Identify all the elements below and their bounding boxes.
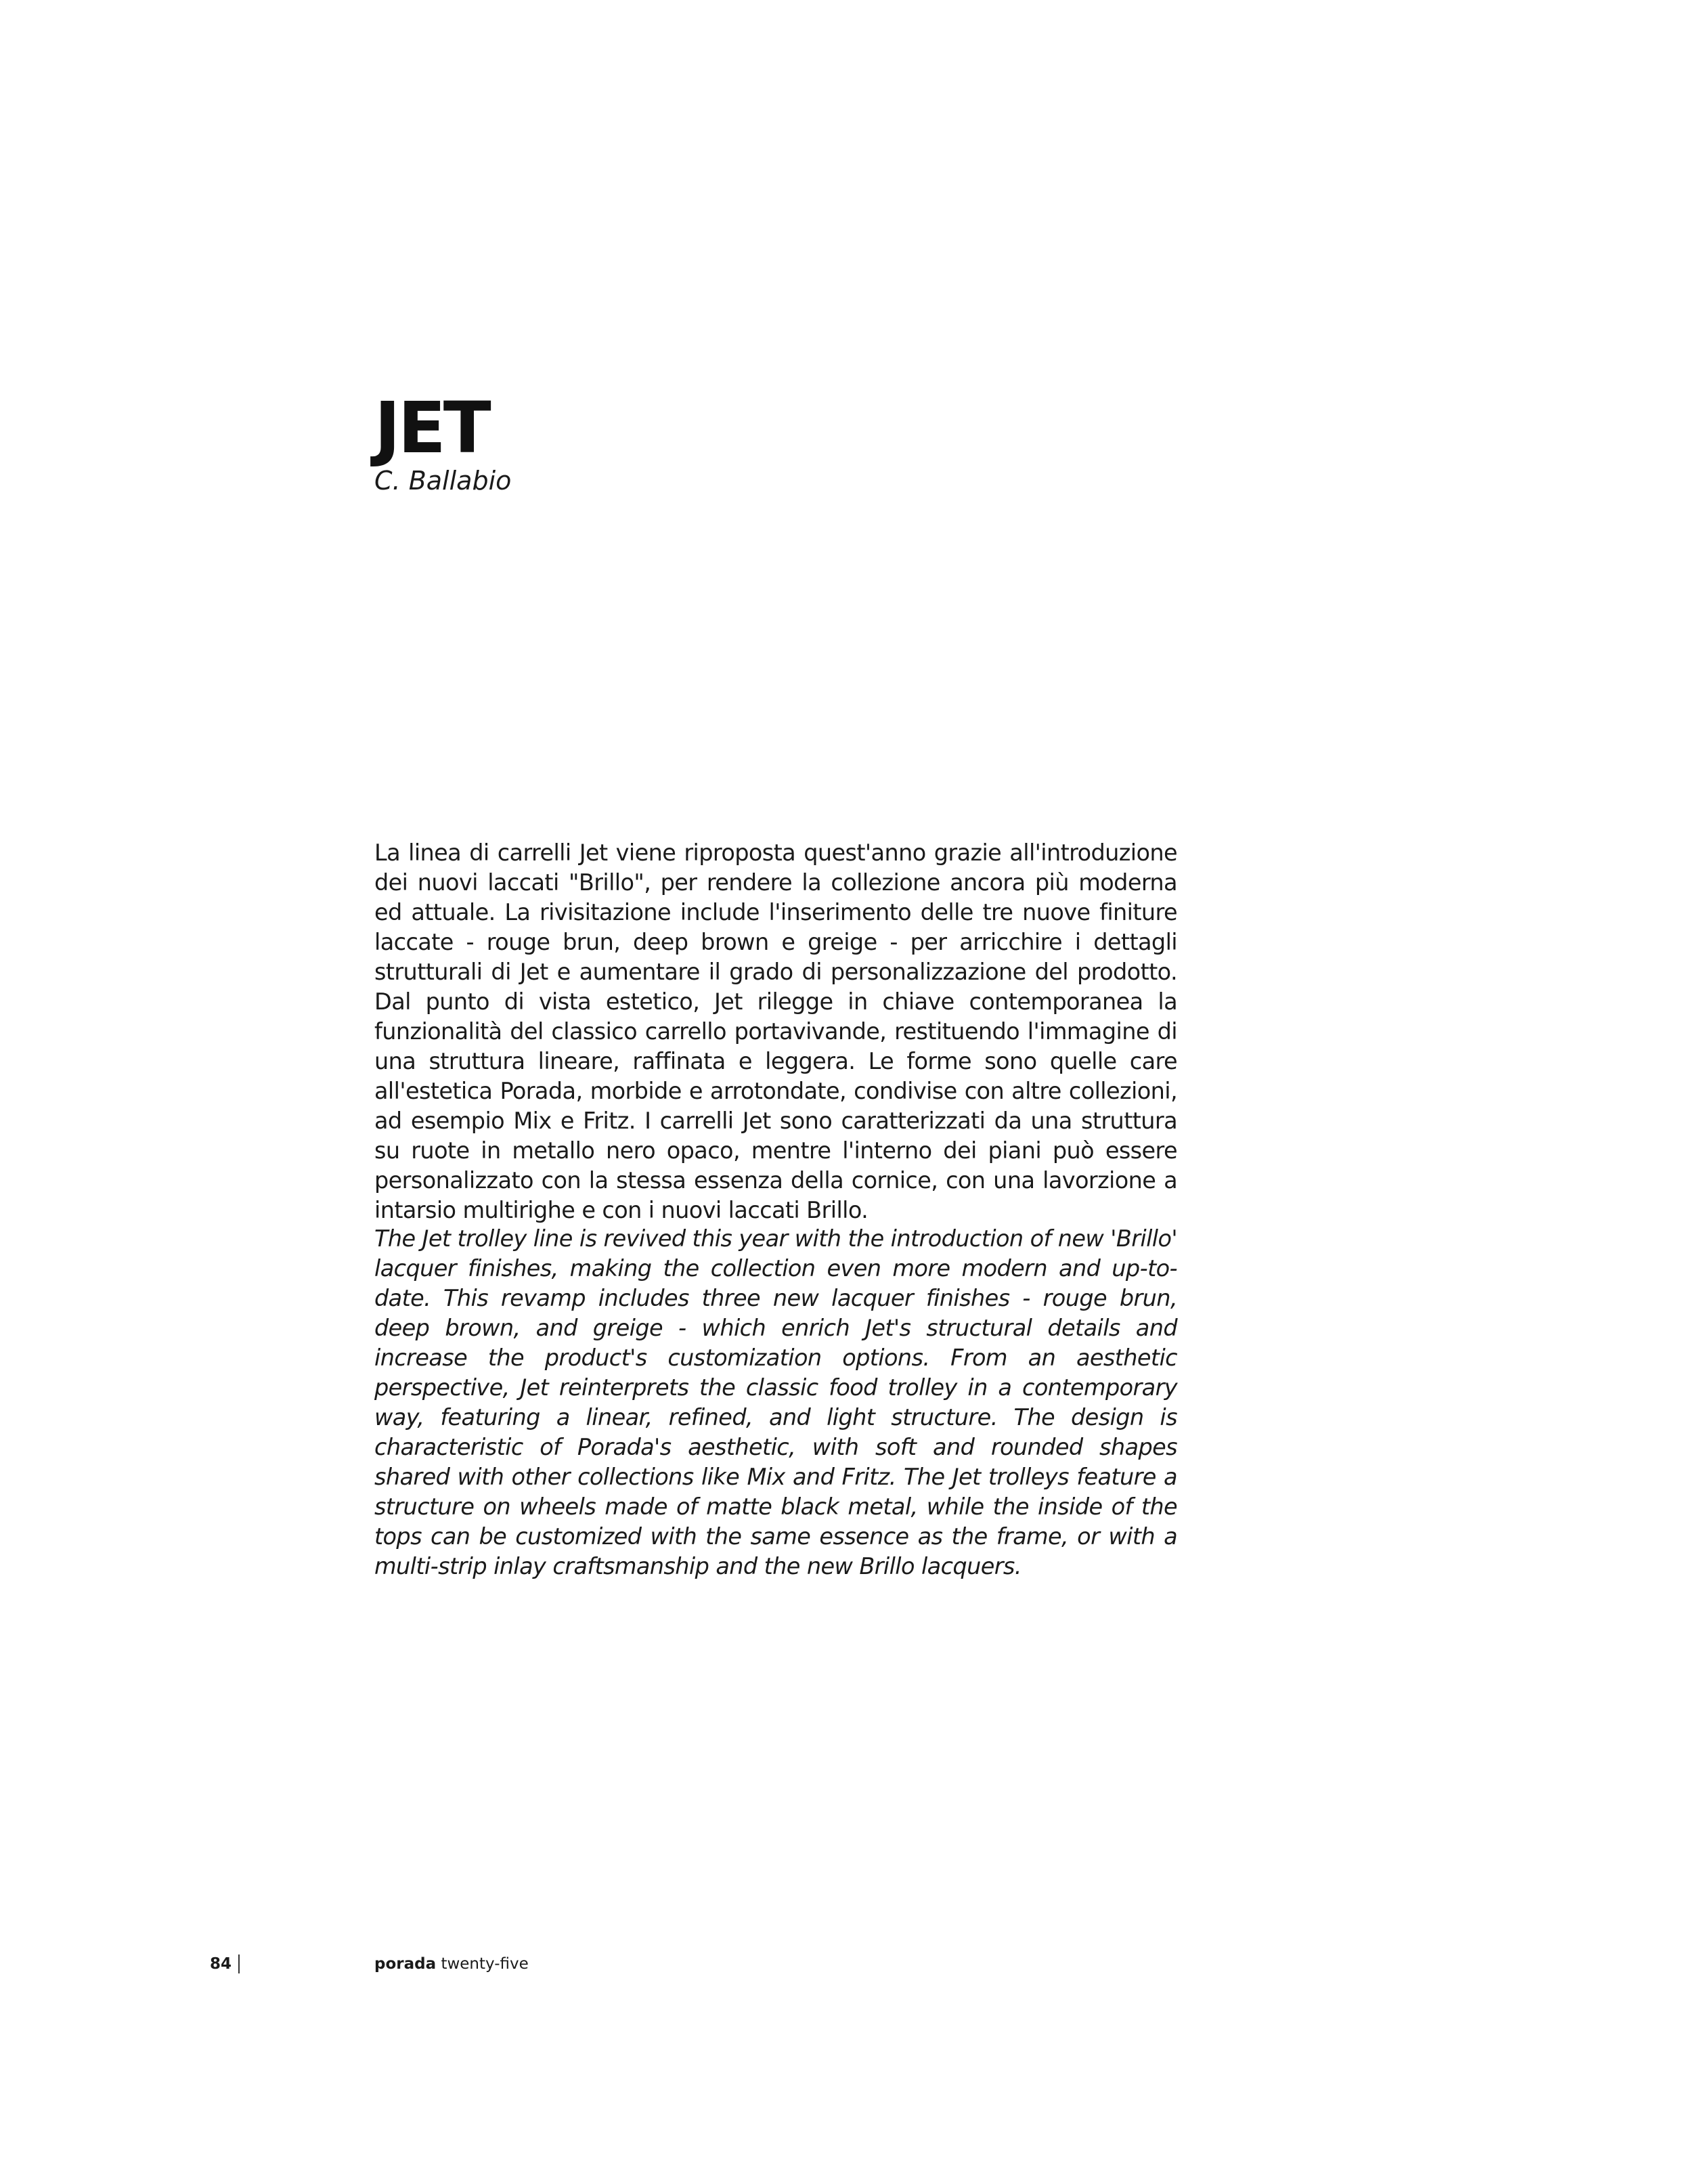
italian-description: La linea di carrelli Jet viene riproposta quest'anno grazie all'introduzione dei nuovi laccati "Brillo", per rendere la collezione ancora più moderna ed attuale. La rivisitazione include l'inserimento delle tre nuove finiture laccate - rouge brun, deep brown e greige - per arricchire i dettagli strutturali di Jet e aumentare il grado di personalizzazione del prodotto. Dal punto di vista estetico, Jet rilegge in chiave contemporanea la funzionalità del classico carrello portavivande, restituendo l'immagine di una struttura lineare, raffinata e leggera. Le forme sono quelle care all'estetica Porada, morbide e arrotondate, condivise con altre collezioni, ad esempio Mix e Fritz. I carrelli Jet sono caratterizzati da una struttura su ruote in metallo nero opaco, mentre l'interno dei piani può essere personalizzato con la stessa essenza della cornice, con una lavorzione a intarsio multirighe e con i nuovi laccati Brillo. xyxy=(374,839,1177,1223)
footer-brand xyxy=(374,1954,529,1974)
page-number: 84 xyxy=(210,1955,232,1973)
page-title: JET xyxy=(374,387,489,469)
english-description: The Jet trolley line is revived this year with the introduction of new 'Brillo' lacquer finishes, making the collection even more modern and up-to-date. This revamp includes three new lacquer finishes - rouge brun, deep brown, and greige - which enrich Jet's structural details and increase the product's customization options. From an aesthetic perspective, Jet reinterprets the classic food trolley in a contemporary way, featuring a linear, refined, and light structure. The design is characteristic of Porada's aesthetic, with soft and rounded shapes shared with other collections like Mix and Fritz. The Jet trolleys feature a structure on wheels made of matte black metal, while the inside of the tops can be customized with the same essence as the frame, or with a multi-strip inlay craftsmanship and the new Brillo lacquers. xyxy=(374,1225,1177,1579)
footer-separator xyxy=(238,1954,240,1973)
designer-name: C. Ballabio xyxy=(374,466,512,496)
title-block xyxy=(374,387,512,496)
brand-name: porada xyxy=(374,1955,437,1973)
edition-label: twenty-five xyxy=(441,1955,529,1973)
